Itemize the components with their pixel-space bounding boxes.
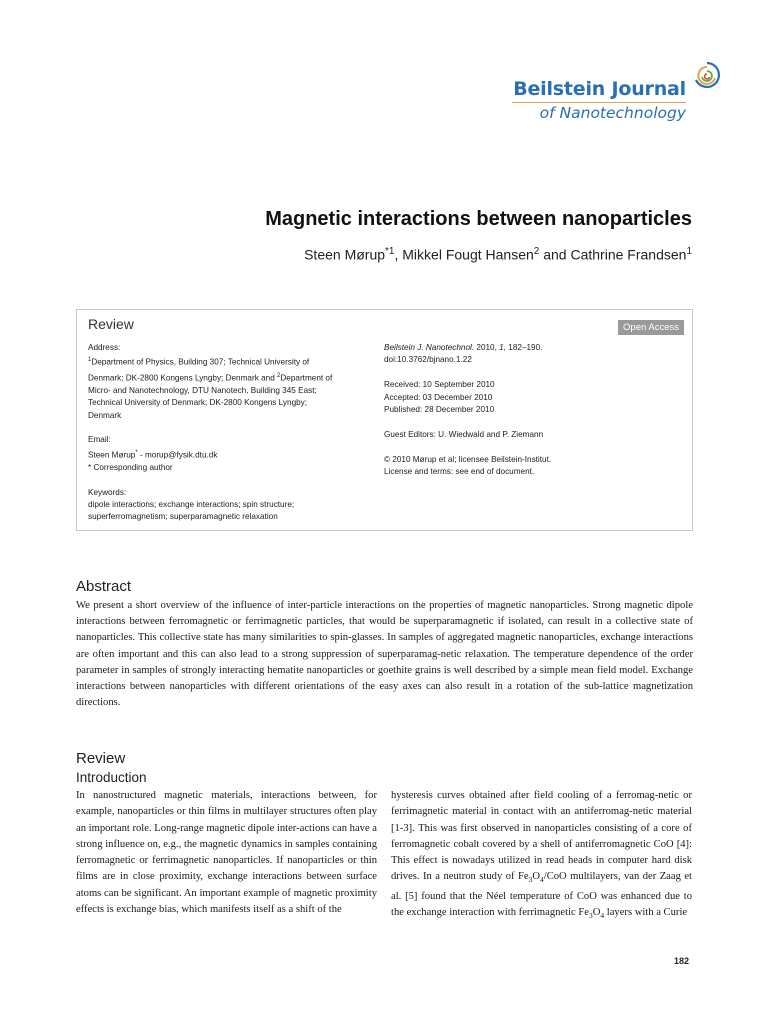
guest-editors: Guest Editors: U. Wiedwald and P. Ziemann (384, 429, 544, 439)
corresponding-note: * Corresponding author (88, 462, 173, 472)
citation: Beilstein J. Nanotechnol. 2010, 1, 182–190. (384, 343, 543, 352)
logo-divider (512, 102, 686, 103)
address-line: Denmark (88, 410, 122, 420)
info-right-column (384, 342, 684, 478)
received-date: Received: 10 September 2010 (384, 380, 495, 390)
journal-subname: of Nanotechnology (539, 104, 686, 122)
body-column-left: In nanostructured magnetic materials, interactions between, for example, nanoparticles or thin films in multilayer structures often play an important role. Long-range magnetic dipole inter-actions can have a strong influence on, e.g., the magnetic dynamics in samples containing ferromagnetic or ferrimagnetic nanoparticles. If nanoparticles or thin films are in close proximity, exchange interactions between surface atoms can be significant. An important example of magnetic proximity effects is exchange bias, which manifests itself as a shift of the (76, 790, 378, 916)
accepted-date: Accepted: 03 December 2010 (384, 392, 493, 402)
author-name: Steen Mørup (304, 246, 386, 263)
spiral-logo-icon (692, 60, 722, 92)
address-line: Micro- and Nanotechnology, DTU Nanotech, Building 345 East; (88, 385, 317, 395)
email-link[interactable]: - morup@fysik.dtu.dk (137, 450, 218, 460)
article-title: Magnetic interactions between nanoparticles (265, 208, 692, 230)
review-heading: Review (76, 750, 126, 767)
article-info-box (76, 309, 693, 531)
address-line: $^1$Department of Physics, Building 307; Technical University of (88, 357, 310, 368)
copyright-notice: © 2010 Mørup et al; licensee Beilstein-Institut. (384, 454, 552, 464)
keywords-line: dipole interactions; exchange interactions; spin structure; (88, 500, 295, 510)
author-affiliation: *1 (385, 246, 395, 257)
abstract-text: We present a short overview of the influence of inter-particle interactions on the properties of magnetic nanoparticles. Strong magnetic dipole interactions between ferromagnetic or ferrimagnetic particles, that would be superparamagnetic if isolated, can result in a collective state of nanoparticles. This collective state has many similarities to spin-glasses. In samples of aggregated magnetic nanoparticles, exchange interactions are often important and this can also lead to a strong suppression of superparamag-netic relaxation. The temperature dependence of the order parameter in samples of strongly interacting hematite nanoparticles or goethite grains is well described by a simple mean field model. Exchange interactions between nanoparticles with different orientations of the easy axes can also result in a rotation of the sub-lattice magnetization directions. (76, 600, 693, 709)
author-separator: , (394, 246, 403, 263)
page-number: 182 (673, 956, 689, 966)
keywords-label: Keywords: (88, 487, 127, 497)
doi-link[interactable]: doi:10.3762/bjnano.1.22 (384, 355, 472, 365)
address-line: Technical University of Denmark; DK-2800 Kongens Lyngby; (88, 398, 308, 408)
author-name: Mikkel Fougt Hansen (402, 246, 534, 263)
abstract-heading: Abstract (76, 578, 132, 595)
author-list (0, 246, 692, 263)
author-affiliation: 1 (686, 246, 692, 257)
journal-name: Beilstein Journal (513, 78, 686, 100)
address-line: Denmark; DK-2800 Kongens Lyngby; Denmark and $^2$Department of (88, 372, 333, 383)
info-left-column (88, 342, 378, 524)
email-line: Steen Mørup* - morup@fysik.dtu.dk (88, 449, 218, 460)
author-name: Cathrine Frandsen (570, 246, 687, 263)
body-column-right: hysteresis curves obtained after field cooling of a ferromag-netic or ferrimagnetic material in contact with an antiferromag-netic material [1-3]. This was first observed in nanoparticles consisting of a core of ferromagnetic cobalt covered by a shell of antiferromagnetic CoO [4]: This effect is nowadays utilized in read heads in computer hard disk drives. In a neutron study of $Fe_3O_4$/CoO multilayers, van der Zaag et al. [5] found that the Néel temperature of CoO was enhanced due to the exchange interaction with ferrimagnetic $Fe_3O_4$ layers with a Curie (391, 790, 692, 921)
article-type: Review (88, 316, 134, 332)
keywords-line: superferromagnetism; superparamagnetic relaxation (88, 512, 278, 522)
email-label: Email: (88, 435, 111, 445)
open-access-badge: Open Access (618, 320, 684, 335)
introduction-heading: Introduction (76, 770, 147, 785)
author-separator: and (539, 246, 571, 263)
license-note: License and terms: see end of document. (384, 467, 535, 477)
address-label: Address: (88, 343, 121, 352)
published-date: Published: 28 December 2010 (384, 405, 495, 415)
author-affiliation: 2 (533, 246, 540, 257)
journal-logo (508, 58, 722, 128)
